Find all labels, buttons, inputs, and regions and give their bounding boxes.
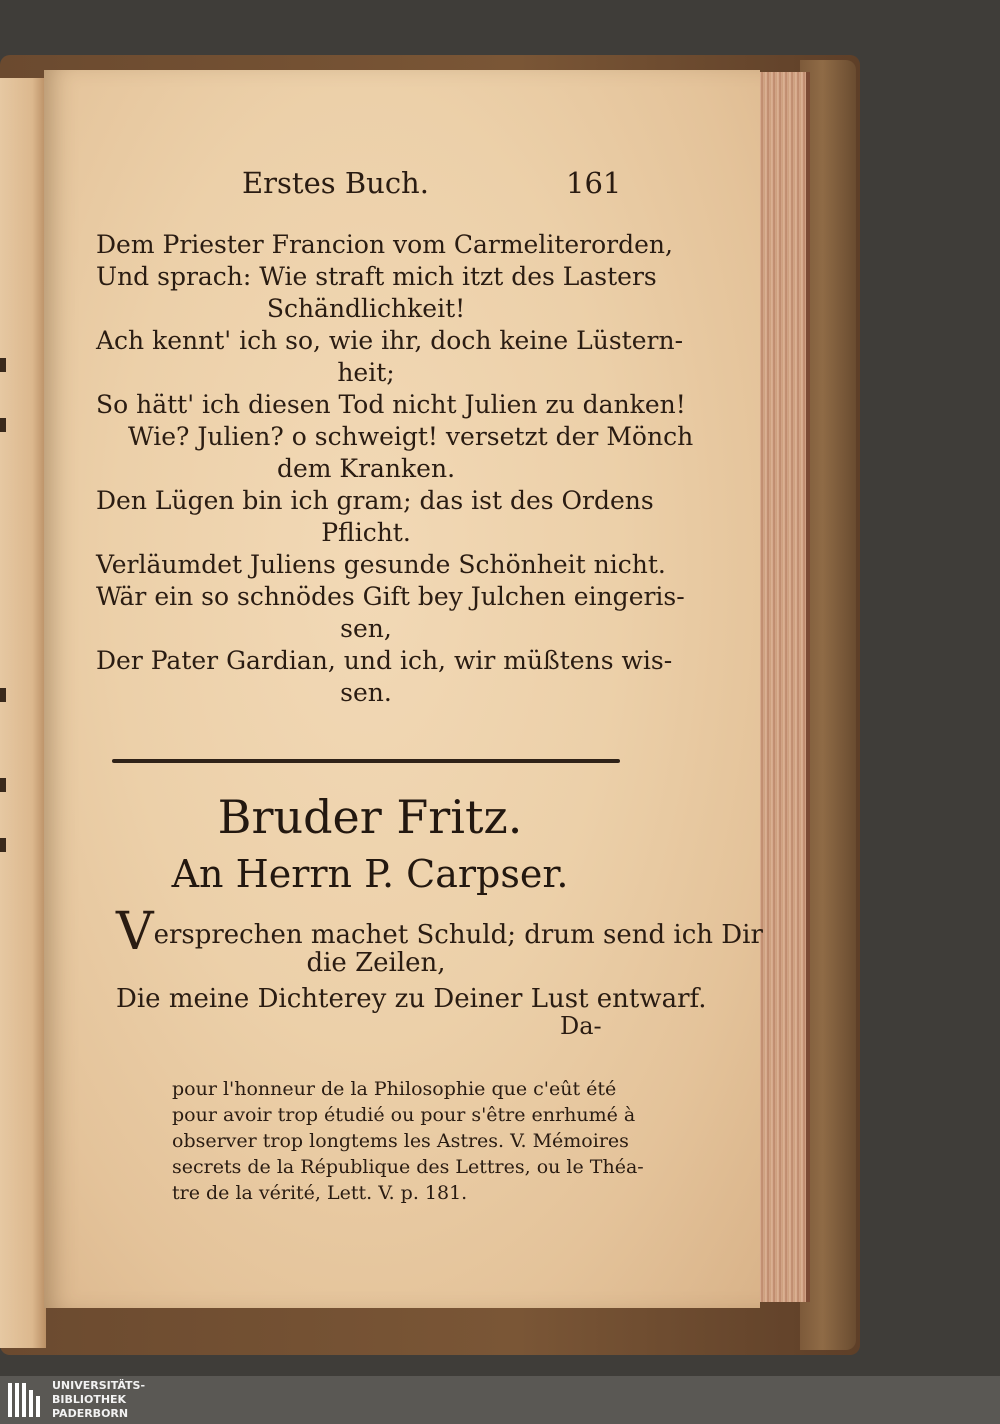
poem-line: dem Kranken.	[276, 454, 456, 483]
poem-line: Und sprach: Wie straft mich itzt des Lasters	[96, 262, 657, 291]
verse-line: die Zeilen,	[306, 948, 446, 978]
university-library-logo-icon	[6, 1380, 46, 1420]
footnote-block	[172, 1078, 652, 1208]
verse-block	[116, 902, 763, 1020]
page-number: 161	[566, 166, 622, 200]
poem-line: Wie? Julien? o schweigt! versetzt der Mönch	[128, 422, 694, 451]
poem-line: Pflicht.	[321, 518, 411, 547]
library-name	[52, 1379, 145, 1421]
section-divider	[112, 759, 620, 763]
poem-line: Der Pater Gardian, und ich, wir müßtens wis-	[96, 646, 673, 675]
poem-line: Schändlichkeit!	[266, 294, 466, 323]
catchword: Da-	[560, 1012, 602, 1040]
library-name-line: UNIVERSITÄTS-	[52, 1379, 146, 1392]
poem-line: So hätt' ich diesen Tod nicht Julien zu danken!	[96, 390, 686, 419]
poem-block	[96, 230, 694, 710]
footnote-line: secrets de la République des Lettres, ou le Théa-	[172, 1156, 644, 1178]
poem-line: Wär ein so schnödes Gift bey Julchen eingeris-	[96, 582, 685, 611]
running-head: Erstes Buch.	[242, 166, 429, 200]
verse-line: Die meine Dichterey zu Deiner Lust entwarf.	[116, 984, 707, 1014]
library-name-line: BIBLIOTHEK	[52, 1393, 127, 1406]
section-title: Bruder Fritz.	[217, 790, 523, 844]
poem-line: Verläumdet Juliens gesunde Schönheit nicht.	[96, 550, 666, 579]
poem-line: Ach kennt' ich so, wie ihr, doch keine Lüstern-	[96, 326, 684, 355]
footnote-line: pour avoir trop étudié ou pour s'être enrhumé à	[172, 1104, 636, 1126]
left-page-fragment	[0, 78, 46, 1348]
drop-capital: V	[116, 902, 154, 962]
footnote-line: tre de la vérité, Lett. V. p. 181.	[172, 1182, 468, 1204]
poem-line: heit;	[337, 358, 395, 387]
poem-line: Den Lügen bin ich gram; das ist des Ordens	[96, 486, 654, 515]
section-subtitle: An Herrn P. Carpser.	[171, 852, 569, 896]
library-name-line: PADERBORN	[52, 1407, 129, 1420]
poem-line: sen.	[340, 678, 392, 707]
poem-line: sen,	[340, 614, 392, 643]
library-footer	[0, 1376, 1000, 1424]
poem-line: Dem Priester Francion vom Carmeliterorden,	[96, 230, 673, 259]
verse-line-text: ersprechen machet Schuld; drum send ich Dir	[153, 920, 763, 950]
verse-line	[116, 902, 763, 962]
footnote-line: observer trop longtems les Astres. V. Mémoires	[172, 1130, 629, 1152]
footnote-line: pour l'honneur de la Philosophie que c'eût été	[172, 1078, 617, 1100]
